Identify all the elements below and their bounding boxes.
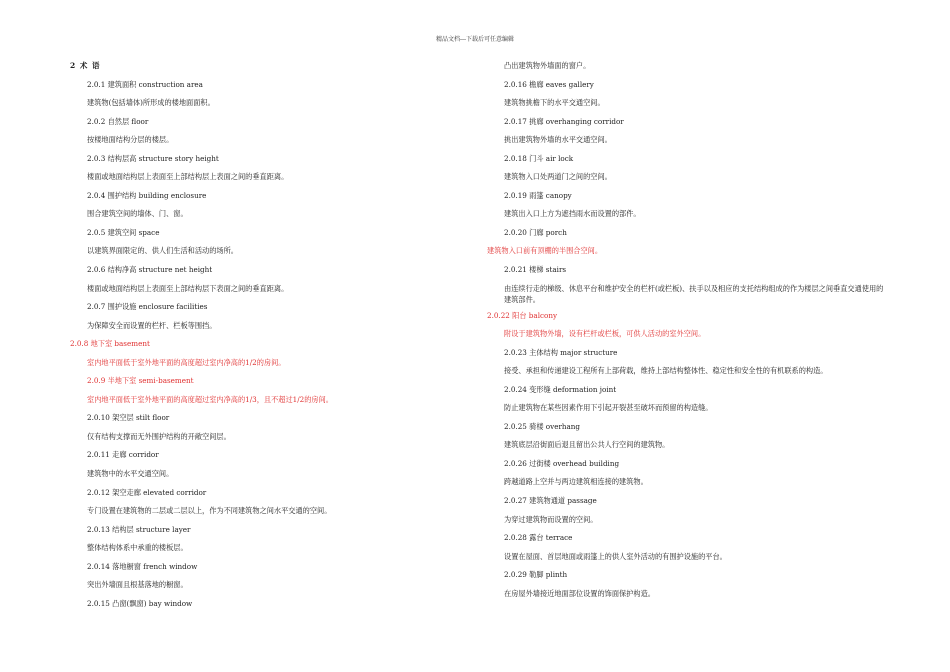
term-definition: 为保障安全而设置的栏杆、栏板等围挡。 [87,320,217,330]
term-heading: 2.0.15 凸窗(飘窗) bay window [87,598,193,608]
term-heading: 2.0.6 结构净高 structure net height [87,265,213,275]
term-definition: 由连续行走的梯级、休息平台和维护安全的栏杆(或栏板)、扶手以及相应的支托结构组成的作为楼层之间垂直交通使用的建筑部件。 [504,283,884,304]
term-heading: 2 术 语 [70,61,101,70]
term-definition: 挑出建筑物外墙的水平交通空间。 [504,135,612,145]
term-heading: 2.0.17 挑廊 overhanging corridor [504,116,624,126]
term-definition: 为穿过建筑物而设置的空间。 [504,514,598,524]
term-definition: 建筑物中的水平交通空间。 [87,469,174,479]
term-definition: 建筑物(包括墙体)所形成的楼地面面积。 [87,98,215,108]
term-heading: 2.0.19 雨篷 canopy [504,190,572,200]
term-heading: 2.0.8 地下室 basement [70,339,150,349]
term-heading: 2.0.7 围护设施 enclosure facilities [87,302,208,312]
term-definition: 室内地平面低于室外地平面的高度超过室内净高的1/2的房间。 [87,357,286,367]
term-heading: 2.0.12 架空走廊 elevated corridor [87,487,207,497]
term-heading: 2.0.18 门斗 air lock [504,153,574,163]
term-definition: 建筑底层沿街面后退且留出公共人行空间的建筑物。 [504,440,670,450]
term-definition: 附设于建筑物外墙，设有栏杆或栏板，可供人活动的室外空间。 [504,329,706,339]
term-definition: 整体结构体系中承重的楼板层。 [87,543,188,553]
term-definition: 仅有结构支撑而无外围护结构的开敞空间层。 [87,431,231,441]
term-heading: 2.0.28 露台 terrace [504,533,573,543]
term-heading: 2.0.21 楼梯 stairs [504,265,567,275]
term-definition: 建筑物挑檐下的水平交通空间。 [504,98,605,108]
term-definition: 设置在屋面、首层地面或雨篷上的供人室外活动的有围护设施的平台。 [504,551,727,561]
term-definition: 接受、承担和传递建设工程所有上部荷载，维持上部结构整体性、稳定性和安全性的有机联系的构造。 [504,366,828,376]
term-definition: 防止建筑物在某些因素作用下引起开裂甚至破坏而预留的构造缝。 [504,403,713,413]
term-definition: 专门设置在建筑物的二层或二层以上，作为不同建筑物之间水平交通的空间。 [87,506,332,516]
term-heading: 2.0.5 建筑空间 space [87,227,160,237]
term-heading: 2.0.14 落地橱窗 french window [87,561,198,571]
term-heading: 2.0.26 过街楼 overhead building [504,458,620,468]
term-heading: 2.0.29 勒脚 plinth [504,570,568,580]
term-definition: 按楼地面结构分层的楼层。 [87,135,174,145]
term-heading: 2.0.2 自然层 floor [87,116,149,126]
term-definition: 凸出建筑物外墙面的窗户。 [504,61,591,70]
term-heading: 2.0.10 架空层 stilt floor [87,413,170,423]
term-definition: 以建筑界面限定的、供人们生活和活动的场所。 [87,246,238,256]
term-definition: 楼面或地面结构层上表面至上部结构层下表面之间的垂直距离。 [87,283,289,293]
term-heading: 2.0.27 建筑物通道 passage [504,496,597,506]
term-heading: 2.0.20 门廊 porch [504,227,567,237]
term-definition: 建筑物入口处两道门之间的空间。 [504,172,612,182]
left-column [70,62,470,618]
term-definition: 突出外墙面且根基落地的橱窗。 [87,580,188,590]
term-definition: 楼面或地面结构层上表面至上部结构层上表面之间的垂直距离。 [87,172,289,182]
term-heading: 2.0.4 围护结构 building enclosure [87,190,207,200]
term-definition: 建筑物入口前有顶棚的半围合空间。 [487,246,603,256]
term-heading: 2.0.25 骑楼 overhang [504,421,581,431]
term-heading: 2.0.13 结构层 structure layer [87,524,191,534]
term-heading: 2.0.22 阳台 balcony [487,310,558,320]
term-definition: 在房屋外墙接近地面部位设置的饰面保护构造。 [504,588,655,598]
term-heading: 2.0.11 走廊 corridor [87,450,159,460]
term-heading: 2.0.16 檐廊 eaves gallery [504,79,594,89]
term-heading: 2.0.3 结构层高 structure story height [87,153,219,163]
term-heading: 2.0.23 主体结构 major structure [504,347,618,357]
term-definition: 跨越道路上空并与两边建筑相连接的建筑物。 [504,477,648,487]
term-heading: 2.0.24 变形缝 deformation joint [504,384,617,394]
page-header: 精品文档---下载后可任意编辑 [435,36,515,43]
term-definition: 室内地平面低于室外地平面的高度超过室内净高的1/3，且不超过1/2的房间。 [87,394,333,404]
term-heading: 2.0.9 半地下室 semi-basement [87,376,194,386]
right-column [487,62,887,608]
term-definition: 围合建筑空间的墙体、门、窗。 [87,209,188,219]
term-definition: 建筑出入口上方为遮挡雨水而设置的部件。 [504,209,641,219]
term-heading: 2.0.1 建筑面积 construction area [87,79,203,89]
